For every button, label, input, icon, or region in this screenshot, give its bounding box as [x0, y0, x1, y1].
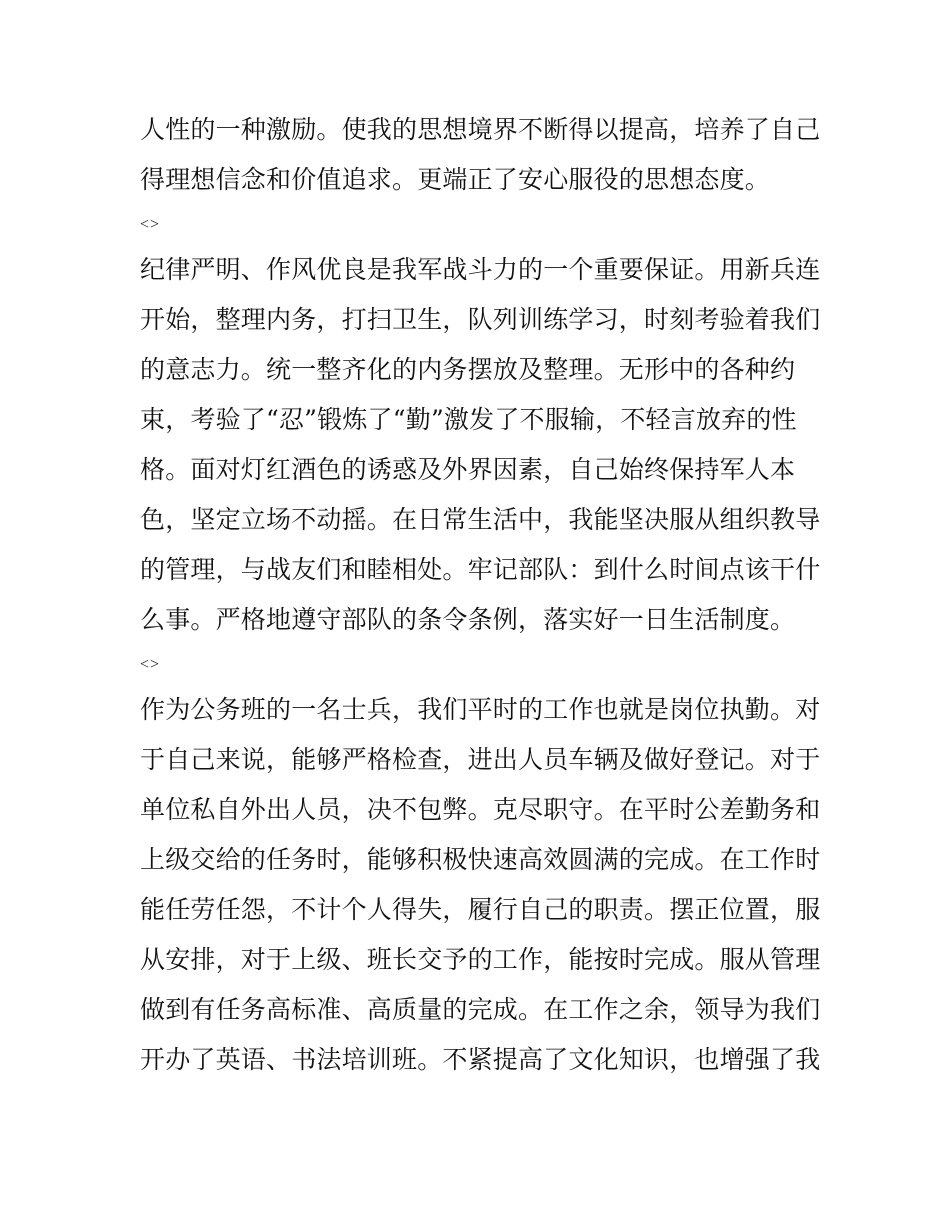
text-line: 束，考验了“忍”锻炼了“勤”激发了不服输，不轻言放弃的性 [140, 405, 797, 434]
text-line: 从安排，对于上级、班长交予的工作，能按时完成。服从管理 [140, 945, 821, 974]
text-line: 么事。严格地遵守部队的条令条例，落实好一日生活制度。 [140, 605, 796, 634]
paragraph-3 [140, 685, 820, 1085]
text-line: 做到有任务高标准、高质量的完成。在工作之余，领导为我们 [140, 995, 821, 1024]
text-line: 的管理，与战友们和睦相处。牢记部队：到什么时间点该干什 [140, 555, 821, 584]
separator-marker: <> [140, 216, 161, 233]
text-line: 于自己来说，能够严格检查，进出人员车辆及做好登记。对于 [140, 745, 821, 774]
text-line: 纪律严明、作风优良是我军战斗力的一个重要保证。用新兵连 [140, 255, 821, 284]
separator-marker: <> [140, 656, 161, 673]
paragraph-1 [140, 105, 820, 205]
text-line: 色，坚定立场不动摇。在日常生活中，我能坚决服从组织教导 [140, 505, 821, 534]
paragraph-2 [140, 245, 820, 645]
text-line: 开办了英语、书法培训班。不紧提高了文化知识，也增强了我 [140, 1045, 821, 1074]
text-line: 的意志力。统一整齐化的内务摆放及整理。无形中的各种约 [140, 355, 796, 384]
text-line: 作为公务班的一名士兵，我们平时的工作也就是岗位执勤。对 [140, 695, 821, 724]
text-line: 人性的一种激励。使我的思想境界不断得以提高，培养了自己 [140, 115, 821, 144]
text-line: 得理想信念和价值追求。更端正了安心服役的思想态度。 [140, 165, 771, 194]
text-line: 单位私自外出人员，决不包弊。克尽职守。在平时公差勤务和 [140, 795, 821, 824]
text-line: 能任劳任怨，不计个人得失，履行自己的职责。摆正位置，服 [140, 895, 821, 924]
text-line: 上级交给的任务时，能够积极快速高效圆满的完成。在工作时 [140, 845, 821, 874]
text-line: 开始，整理内务，打扫卫生，队列训练学习，时刻考验着我们 [140, 305, 821, 334]
document-body [140, 105, 820, 1085]
text-line: 格。面对灯红酒色的诱惑及外界因素，自己始终保持军人本 [140, 455, 796, 484]
